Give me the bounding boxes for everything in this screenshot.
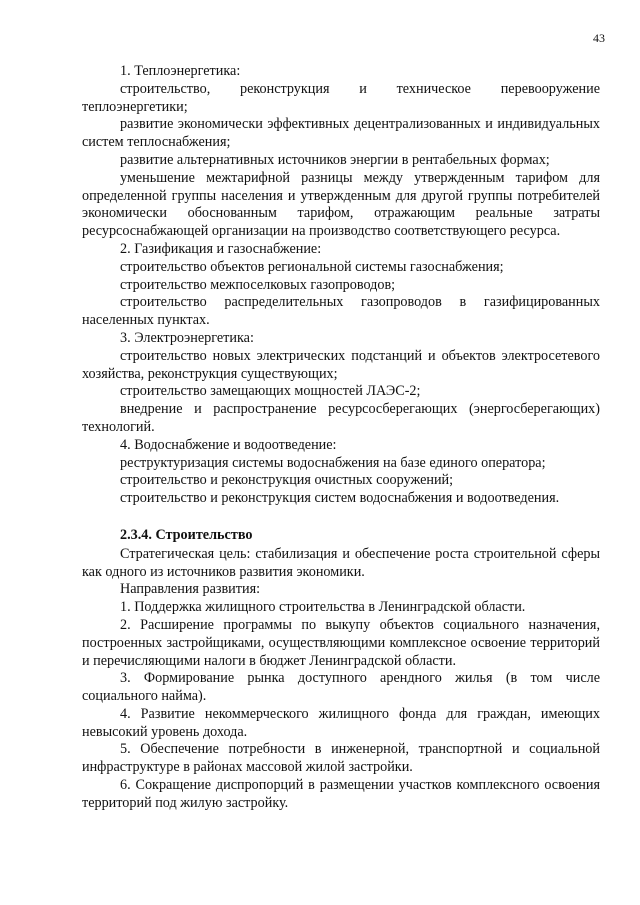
paragraph: развитие альтернативных источников энергии в рентабельных формах; <box>120 151 550 168</box>
section-heading: 2.3.4. Строительство <box>120 526 253 543</box>
paragraph: 5. Обеспечение потребности в инженерной, транспортной и социальной инфраструктуре в районах массовой жилой застройки. <box>82 741 600 776</box>
paragraph: 3. Электроэнергетика: <box>120 329 254 346</box>
paragraph: 6. Сокращение диспропорций в размещении участков комплексного освоения территорий под жилую застройку. <box>82 777 600 811</box>
paragraph: 3. Формирование рынка доступного арендного жилья (в том числе социального найма). <box>82 670 600 705</box>
paragraph: уменьшение межтарифной разницы между утвержденным тарифом для определенной группы населения и утвержденным для другой группы потребителей экономически обоснованным тарифом, отражающим реальные затраты ресурсоснабжающей организации на производство соответствующего ресурса. <box>82 169 600 240</box>
paragraph: строительство объектов региональной системы газоснабжения; <box>120 258 504 275</box>
energy-section <box>82 63 600 508</box>
paragraph: 2. Расширение программы по выкупу объектов социального назначения, построенных застройщиками, осуществляющими комплексное освоение территорий и перечисляющими налоги в бюджет Ленинградской области. <box>82 616 600 669</box>
paragraph: 4. Развитие некоммерческого жилищного фонда для граждан, имеющих невысокий уровень дохода. <box>82 705 600 740</box>
paragraph: 4. Водоснабжение и водоотведение: <box>120 436 337 453</box>
paragraph: 2. Газификация и газоснабжение: <box>120 240 322 257</box>
paragraph: строительство и реконструкция систем водоснабжения и водоотведения. <box>120 490 560 507</box>
paragraph: 1. Теплоэнергетика: <box>120 63 241 79</box>
paragraph: строительство, реконструкция и техническое перевооружение теплоэнергетики; <box>82 80 600 115</box>
paragraph: строительство распределительных газопроводов в газифицированных населенных пунктах. <box>82 294 600 329</box>
construction-section <box>82 546 600 813</box>
paragraph: развитие экономически эффективных децентрализованных и индивидуальных систем теплоснабжения; <box>82 116 600 151</box>
paragraph: Направления развития: <box>120 581 261 598</box>
paragraph: 1. Поддержка жилищного строительства в Ленинградской области. <box>120 599 526 616</box>
paragraph: реструктуризация системы водоснабжения на базе единого оператора; <box>120 454 546 471</box>
paragraph: строительство межпоселковых газопроводов; <box>120 276 396 293</box>
paragraph: строительство замещающих мощностей ЛАЭС-2; <box>120 383 421 400</box>
page-number: 43 <box>593 31 605 45</box>
paragraph: Стратегическая цель: стабилизация и обеспечение роста строительной сферы как одного из источников развития экономики. <box>82 545 600 580</box>
paragraph: внедрение и распространение ресурсосберегающих (энергосберегающих) технологий. <box>82 401 600 435</box>
paragraph: строительство и реконструкция очистных сооружений; <box>120 472 454 489</box>
page-content <box>82 63 600 813</box>
paragraph: строительство новых электрических подстанций и объектов электросетевого хозяйства, реконструкция существующих; <box>82 347 600 382</box>
